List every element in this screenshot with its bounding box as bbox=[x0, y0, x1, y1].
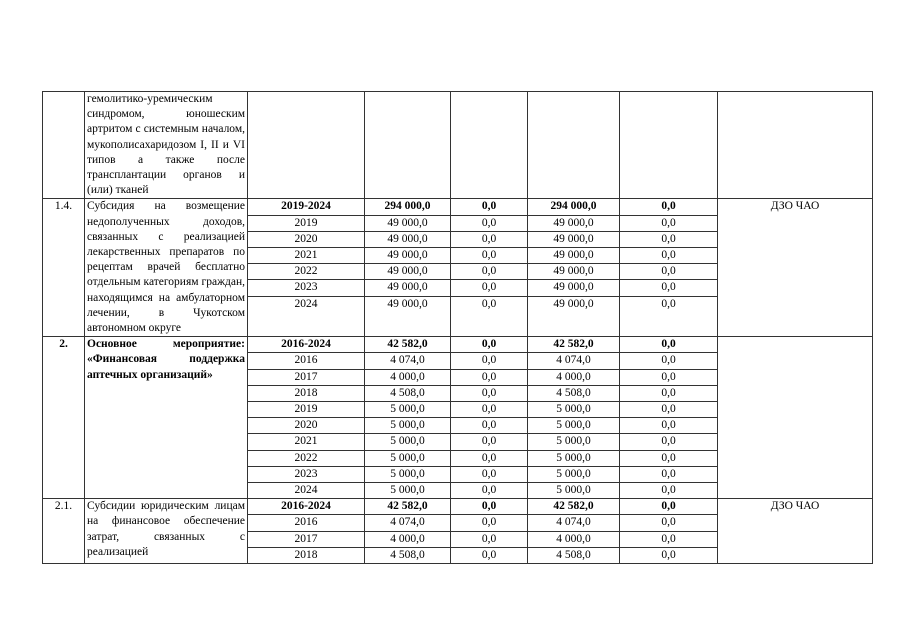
total-cell: 5 000,0 bbox=[365, 434, 450, 450]
row-number: 1.4. bbox=[43, 199, 85, 337]
budget-cell-1: 0,0 bbox=[451, 248, 527, 264]
budget-cell-3: 0,0 bbox=[620, 450, 717, 466]
budget-cell-2: 49 000,0 bbox=[553, 297, 594, 310]
year-cell: 2020 bbox=[248, 231, 364, 247]
budget-cell-3: 0,0 bbox=[620, 515, 717, 531]
year-cell: 2020 bbox=[248, 418, 364, 434]
budget-column-1 bbox=[451, 92, 528, 199]
total-column bbox=[365, 199, 451, 337]
budget-cell-1: 0,0 bbox=[451, 337, 527, 353]
budget-column-2 bbox=[528, 337, 620, 499]
year-cell: 2021 bbox=[248, 434, 364, 450]
year-cell: 2016-2024 bbox=[248, 337, 364, 353]
budget-cell-2: 49 000,0 bbox=[528, 248, 619, 264]
year-column bbox=[248, 337, 365, 499]
year-column bbox=[248, 499, 365, 564]
activity-description: Основное мероприятие: «Финансовая поддержка аптечных организаций» bbox=[85, 337, 248, 499]
row-number: 2.1. bbox=[43, 499, 85, 564]
budget-cell-1: 0,0 bbox=[481, 548, 497, 561]
responsible-organization: ДЗО ЧАО bbox=[718, 199, 873, 337]
budget-column-3 bbox=[620, 199, 718, 337]
budget-column-3 bbox=[620, 499, 718, 564]
budget-cell-1: 0,0 bbox=[451, 531, 527, 547]
year-cell: 2019 bbox=[248, 215, 364, 231]
budget-cell-3: 0,0 bbox=[620, 264, 717, 280]
budget-cell-2: 5 000,0 bbox=[528, 450, 619, 466]
total-cell: 4 508,0 bbox=[390, 548, 425, 561]
budget-cell-1: 0,0 bbox=[451, 353, 527, 369]
budget-cell-2: 4 000,0 bbox=[528, 531, 619, 547]
budget-column-2 bbox=[528, 92, 620, 199]
total-cell: 5 000,0 bbox=[365, 450, 450, 466]
activity-description: гемолитико-уремическим синдромом, юношеским артритом с системным началом, мукополисахаридозом I, II и VI типов а также после трансплантации органов и (или) тканей bbox=[85, 92, 248, 199]
year-column bbox=[248, 199, 365, 337]
budget-cell-2: 4 074,0 bbox=[528, 353, 619, 369]
total-column bbox=[365, 337, 451, 499]
total-cell: 49 000,0 bbox=[365, 264, 450, 280]
budget-cell-3: 0,0 bbox=[661, 297, 676, 310]
budget-cell-1: 0,0 bbox=[451, 402, 527, 418]
budget-cell-2: 4 074,0 bbox=[528, 515, 619, 531]
row-number bbox=[43, 92, 85, 199]
activity-description: Субсидия на возмещение недополученных доходов, связанных с реализацией лекарственных препаратов по рецептам врачей бесплатно отдельным категориям граждан, находящимся на амбулаторном лечении, в Чукотском автономном округе bbox=[85, 199, 248, 337]
budget-column-1 bbox=[451, 337, 528, 499]
year-cell: 2022 bbox=[248, 264, 364, 280]
total-cell: 49 000,0 bbox=[365, 231, 450, 247]
budget-column-3 bbox=[620, 92, 718, 199]
budget-column-1 bbox=[451, 499, 528, 564]
budget-column-3 bbox=[620, 337, 718, 499]
total-cell: 5 000,0 bbox=[390, 484, 425, 497]
total-cell: 5 000,0 bbox=[365, 402, 450, 418]
budget-cell-1: 0,0 bbox=[481, 484, 497, 497]
budget-cell-1: 0,0 bbox=[451, 466, 527, 482]
budget-cell-2: 5 000,0 bbox=[528, 466, 619, 482]
table-row bbox=[43, 337, 873, 499]
budget-cell-3: 0,0 bbox=[620, 199, 717, 215]
budget-cell-1: 0,0 bbox=[451, 369, 527, 385]
budget-cell-2: 4 508,0 bbox=[528, 385, 619, 401]
total-cell: 49 000,0 bbox=[365, 248, 450, 264]
budget-cell-1: 0,0 bbox=[451, 434, 527, 450]
budget-cell-1: 0,0 bbox=[451, 499, 527, 515]
budget-cell-1: 0,0 bbox=[451, 280, 527, 296]
budget-cell-1: 0,0 bbox=[451, 231, 527, 247]
total-cell: 4 074,0 bbox=[365, 353, 450, 369]
year-cell: 2023 bbox=[248, 280, 364, 296]
budget-cell-2: 4 000,0 bbox=[528, 369, 619, 385]
budget-column-1 bbox=[451, 199, 528, 337]
budget-cell-3: 0,0 bbox=[620, 353, 717, 369]
budget-cell-1: 0,0 bbox=[481, 297, 497, 310]
budget-cell-3: 0,0 bbox=[620, 531, 717, 547]
year-cell: 2021 bbox=[248, 248, 364, 264]
budget-cell-2: 294 000,0 bbox=[528, 199, 619, 215]
table-row bbox=[43, 499, 873, 564]
year-cell: 2024 bbox=[294, 484, 318, 497]
year-cell: 2018 bbox=[294, 548, 318, 561]
year-column bbox=[248, 92, 365, 199]
budget-cell-2: 42 582,0 bbox=[528, 499, 619, 515]
year-cell: 2017 bbox=[248, 531, 364, 547]
total-cell: 4 508,0 bbox=[365, 385, 450, 401]
budget-cell-3: 0,0 bbox=[620, 248, 717, 264]
year-cell: 2019 bbox=[248, 402, 364, 418]
budget-cell-1: 0,0 bbox=[451, 385, 527, 401]
total-cell: 49 000,0 bbox=[365, 280, 450, 296]
budget-cell-3: 0,0 bbox=[620, 231, 717, 247]
year-cell: 2016 bbox=[248, 515, 364, 531]
total-cell: 4 000,0 bbox=[365, 531, 450, 547]
budget-cell-2: 49 000,0 bbox=[528, 231, 619, 247]
year-cell: 2017 bbox=[248, 369, 364, 385]
year-cell: 2019-2024 bbox=[248, 199, 364, 215]
responsible-organization: ДЗО ЧАО bbox=[718, 499, 873, 564]
total-cell: 4 074,0 bbox=[365, 515, 450, 531]
budget-cell-3: 0,0 bbox=[620, 337, 717, 353]
total-cell: 5 000,0 bbox=[365, 418, 450, 434]
budget-cell-3: 0,0 bbox=[620, 385, 717, 401]
budget-cell-3: 0,0 bbox=[661, 484, 676, 497]
year-cell: 2022 bbox=[248, 450, 364, 466]
budget-cell-3: 0,0 bbox=[620, 418, 717, 434]
budget-cell-2: 49 000,0 bbox=[528, 264, 619, 280]
responsible-organization bbox=[718, 92, 873, 199]
budget-cell-2: 4 508,0 bbox=[556, 548, 591, 561]
year-cell: 2024 bbox=[294, 297, 318, 310]
budget-cell-3: 0,0 bbox=[620, 215, 717, 231]
total-cell: 42 582,0 bbox=[365, 337, 450, 353]
table-row bbox=[43, 199, 873, 337]
program-table bbox=[42, 91, 873, 564]
total-cell: 49 000,0 bbox=[387, 297, 428, 310]
year-cell: 2016-2024 bbox=[248, 499, 364, 515]
budget-cell-2: 5 000,0 bbox=[556, 484, 591, 497]
budget-cell-2: 5 000,0 bbox=[528, 434, 619, 450]
budget-cell-1: 0,0 bbox=[451, 515, 527, 531]
budget-column-2 bbox=[528, 199, 620, 337]
budget-cell-1: 0,0 bbox=[451, 215, 527, 231]
budget-column-2 bbox=[528, 499, 620, 564]
budget-cell-2: 49 000,0 bbox=[528, 215, 619, 231]
year-cell: 2023 bbox=[248, 466, 364, 482]
budget-cell-1: 0,0 bbox=[451, 264, 527, 280]
budget-cell-2: 5 000,0 bbox=[528, 402, 619, 418]
year-cell: 2018 bbox=[248, 385, 364, 401]
budget-cell-1: 0,0 bbox=[451, 199, 527, 215]
responsible-organization bbox=[718, 337, 873, 499]
budget-cell-2: 42 582,0 bbox=[528, 337, 619, 353]
total-cell: 294 000,0 bbox=[365, 199, 450, 215]
budget-cell-2: 49 000,0 bbox=[528, 280, 619, 296]
table-row bbox=[43, 92, 873, 199]
budget-cell-3: 0,0 bbox=[620, 369, 717, 385]
total-column bbox=[365, 92, 451, 199]
budget-cell-1: 0,0 bbox=[451, 450, 527, 466]
total-cell: 4 000,0 bbox=[365, 369, 450, 385]
budget-cell-3: 0,0 bbox=[620, 499, 717, 515]
budget-cell-1: 0,0 bbox=[451, 418, 527, 434]
row-number: 2. bbox=[43, 337, 85, 499]
total-column bbox=[365, 499, 451, 564]
budget-cell-3: 0,0 bbox=[620, 434, 717, 450]
activity-description: Субсидии юридическим лицам на финансовое обеспечение затрат, связанных с реализацией bbox=[85, 499, 248, 564]
budget-cell-3: 0,0 bbox=[661, 548, 676, 561]
total-cell: 5 000,0 bbox=[365, 466, 450, 482]
budget-cell-2: 5 000,0 bbox=[528, 418, 619, 434]
budget-cell-3: 0,0 bbox=[620, 402, 717, 418]
budget-cell-3: 0,0 bbox=[620, 280, 717, 296]
total-cell: 42 582,0 bbox=[365, 499, 450, 515]
year-cell: 2016 bbox=[248, 353, 364, 369]
total-cell: 49 000,0 bbox=[365, 215, 450, 231]
budget-cell-3: 0,0 bbox=[620, 466, 717, 482]
